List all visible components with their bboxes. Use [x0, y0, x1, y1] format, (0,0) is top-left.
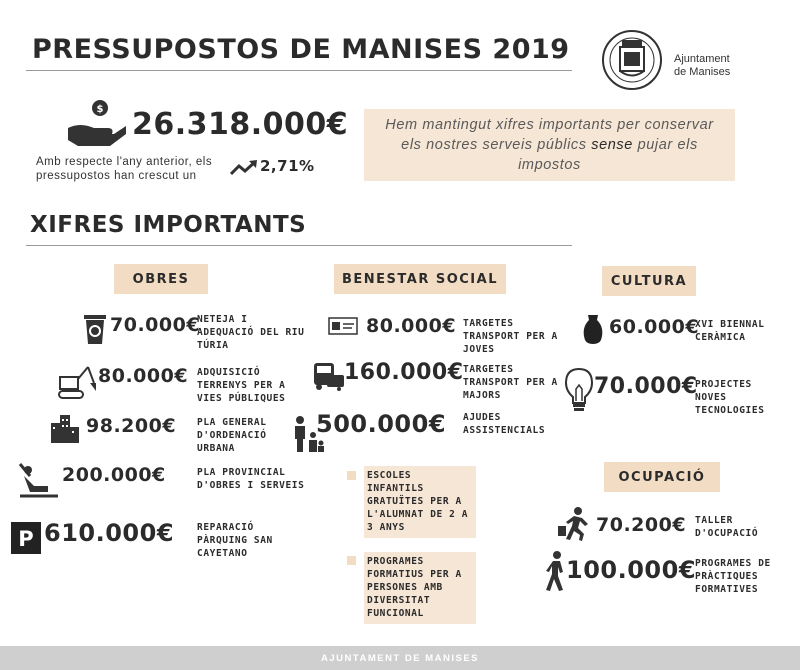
- total-budget: 26.318.000€: [132, 107, 349, 142]
- category-obres: OBRES: [114, 264, 208, 294]
- obres-label-3: PLA GENERAL D'ORDENACIÓ URBANA: [197, 417, 267, 454]
- light-bulb-icon: [564, 367, 594, 413]
- ocupacio-amount-1: 70.200€: [596, 514, 687, 536]
- benestar-label-2: TARGETES TRANSPORT PER A MAJORS: [463, 364, 558, 401]
- svg-text:$: $: [96, 104, 104, 115]
- category-cultura: CULTURA: [602, 266, 696, 296]
- growth-value: 2,71%: [260, 157, 315, 175]
- ocupacio-amount-2: 100.000€: [566, 556, 697, 584]
- buildings-icon: [50, 413, 80, 443]
- trash-bin-icon: [82, 313, 108, 345]
- info-box-2-text: PROGRAMES FORMATIUS PER A PERSONES AMB DIVERSITAT FUNCIONAL: [367, 556, 462, 619]
- obres-label-1: NETEJA I ADEQUACIÓ DEL RIU TÚRIA: [197, 314, 305, 351]
- benestar-label-3: AJUDES ASSISTENCIALS: [463, 412, 546, 436]
- obres-label-2: ADQUISICIÓ TERRENYS PER A VIES PÚBLIQUES: [197, 367, 286, 404]
- svg-text:P: P: [18, 527, 34, 551]
- obres-amount-3: 98.200€: [86, 415, 177, 437]
- cultura-label-1: XVI BIENNAL CERÀMICA: [695, 319, 765, 343]
- benestar-label-1: TARGETES TRANSPORT PER A JOVES: [463, 318, 558, 355]
- cultura-label-2: PROJECTES NOVES TECNOLOGIES: [695, 379, 765, 416]
- obres-amount-5: 610.000€: [44, 519, 175, 547]
- benestar-amount-3: 500.000€: [316, 410, 447, 438]
- quote-part-1: Hem mantingut xifres importants per conservar els nostres serveis públics: [385, 117, 714, 153]
- info-box-1: [364, 466, 476, 538]
- quote-text: [374, 115, 725, 175]
- growth-text: Amb respecte l'any anterior, els pressupostos han crescut un: [36, 156, 213, 182]
- bus-icon: [313, 361, 345, 391]
- obres-amount-4: 200.000€: [62, 464, 166, 486]
- excavator-icon: [58, 361, 98, 401]
- benestar-amount-2: 160.000€: [344, 360, 464, 385]
- obres-amount-1: 70.000€: [110, 314, 201, 336]
- footer-bar: [0, 646, 800, 670]
- category-ocupacio: OCUPACIÓ: [604, 462, 720, 492]
- obres-label-4: PLA PROVINCIAL D'OBRES I SERVEIS: [197, 467, 305, 491]
- obres-label-5: REPARACIÓ PÀRQUING SAN CAYETANO: [197, 522, 273, 559]
- worker-icon: [18, 462, 60, 498]
- benestar-amount-1: 80.000€: [366, 315, 457, 337]
- coat-of-arms-icon: [600, 28, 664, 92]
- ocupacio-label-2: PROGRAMES DE PRÀCTIQUES FORMATIVES: [695, 558, 771, 595]
- info-box-1-text: ESCOLES INFANTILS GRATUÏTES PER A L'ALUMNAT DE 2 A 3 ANYS: [367, 470, 469, 533]
- parking-icon: [11, 522, 41, 554]
- vase-icon: [581, 314, 605, 344]
- org-line-1: Ajuntament: [674, 53, 730, 65]
- cultura-amount-2: 70.000€: [594, 374, 698, 399]
- running-worker-icon: [554, 506, 594, 542]
- info-box-2: [364, 552, 476, 624]
- org-line-2: de Manises: [674, 66, 731, 78]
- ocupacio-label-1: TALLER D'OCUPACIÓ: [695, 515, 759, 539]
- section-rule: [26, 245, 572, 246]
- cultura-amount-1: 60.000€: [609, 316, 700, 338]
- money-hand-icon: [64, 98, 128, 152]
- title-rule: [26, 70, 572, 71]
- section-title: XIFRES IMPORTANTS: [30, 212, 307, 238]
- org-name: [674, 53, 730, 79]
- quote-emphasis: sense: [591, 137, 633, 153]
- transport-card-icon: [328, 317, 358, 335]
- bullet-marker: [347, 471, 356, 480]
- quote-part-2: pujar els impostos: [518, 137, 698, 173]
- obres-amount-2: 80.000€: [98, 365, 189, 387]
- footer-text: AJUNTAMENT DE MANISES: [321, 652, 479, 664]
- page-title: PRESSUPOSTOS DE MANISES 2019: [32, 34, 570, 65]
- category-benestar-social: BENESTAR SOCIAL: [334, 264, 506, 294]
- bullet-marker: [347, 556, 356, 565]
- quote-box: [364, 109, 735, 181]
- trend-up-icon: [230, 160, 258, 176]
